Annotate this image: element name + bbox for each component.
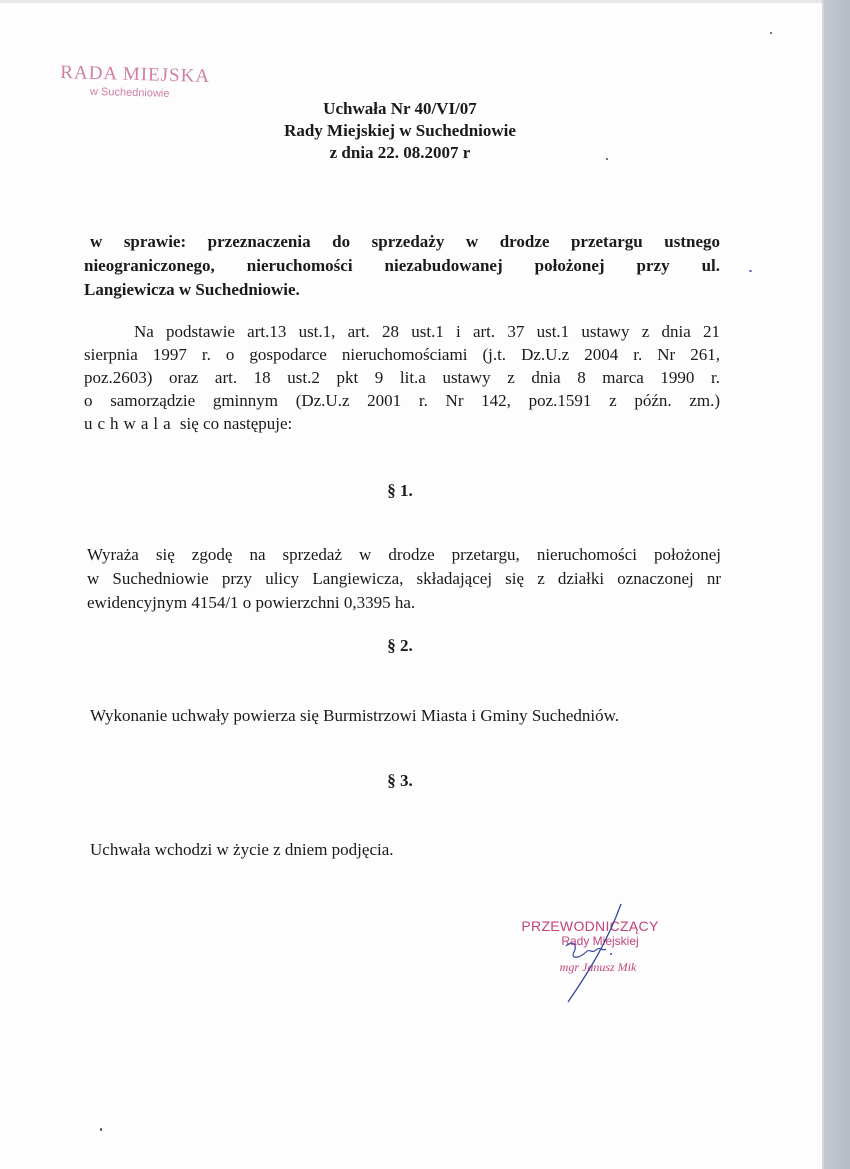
section-3-line: Uchwała wchodzi w życie z dniem podjęcia. <box>90 840 394 859</box>
stamp-line-2: w Suchedniowie <box>89 85 170 100</box>
resolution-header <box>0 98 800 164</box>
basis-line: Na podstawie art.13 ust.1, art. 28 ust.1 i art. 37 ust.1 ustawy z dnia 21 <box>134 322 720 341</box>
basis-line-rest: się co następuje: <box>175 414 293 433</box>
chairman-title: PRZEWODNICZĄCY <box>521 918 659 934</box>
subject-line: w sprawie: przeznaczenia do sprzedaży w drodze przetargu ustnego <box>90 232 720 251</box>
basis-line <box>84 412 720 435</box>
section-1-heading: § 1. <box>387 481 413 500</box>
signature-dot <box>610 953 612 955</box>
resolution-date: z dnia 22. 08.2007 r <box>329 143 471 162</box>
section-3-heading: § 3. <box>387 771 413 790</box>
handwritten-signature <box>528 900 638 1010</box>
basis-line: poz.2603) oraz art. 18 ust.2 pkt 9 lit.a ustawy z dnia 8 marca 1990 r. <box>84 368 720 387</box>
council-stamp <box>40 62 231 103</box>
resolution-number: Uchwała Nr 40/VI/07 <box>323 99 477 118</box>
scan-top-edge <box>0 0 830 3</box>
section-1-text <box>87 543 721 615</box>
scan-speck <box>770 32 772 34</box>
subject-line: Langiewicza w Suchedniowie. <box>84 280 300 299</box>
resolution-issuer: Rady Miejskiej w Suchedniowie <box>284 121 516 140</box>
basis-line: o samorządzie gminnym (Dz.U.z 2001 r. Nr 142, poz.1591 z późn. zm.) <box>84 391 720 410</box>
scan-speck <box>749 270 752 272</box>
basis-line: sierpnia 1997 r. o gospodarce nieruchomościami (j.t. Dz.U.z 2004 r. Nr 261, <box>84 345 720 364</box>
section-2-text <box>90 704 724 728</box>
scan-right-edge <box>822 0 850 1169</box>
scan-speck <box>606 158 608 160</box>
section-1-line: ewidencyjnym 4154/1 o powierzchni 0,3395 ha. <box>87 593 416 612</box>
chairman-name: mgr Janusz Mik <box>559 960 637 974</box>
section-1-line: w Suchedniowie przy ulicy Langiewicza, składającej się z działki oznaczonej nr <box>87 569 721 588</box>
section-2-heading: § 2. <box>387 636 413 655</box>
scan-speck <box>100 1128 102 1131</box>
section-1-line: Wyraża się zgodę na sprzedaż w drodze przetargu, nieruchomości położonej <box>87 545 721 564</box>
section-3-text <box>90 838 724 862</box>
signature-stroke <box>568 904 621 1002</box>
stamp-line-1: RADA MIEJSKA <box>60 62 211 87</box>
resolution-subject <box>84 230 720 302</box>
uchwala-word: uchwala <box>84 414 176 433</box>
subject-line: nieograniczonego, nieruchomości niezabudowanej położonej przy ul. <box>84 256 720 275</box>
chairman-subtitle: Rady Miejskiej <box>561 934 639 948</box>
section-2-line: Wykonanie uchwały powierza się Burmistrzowi Miasta i Gminy Suchedniów. <box>90 706 620 725</box>
legal-basis <box>84 320 720 435</box>
